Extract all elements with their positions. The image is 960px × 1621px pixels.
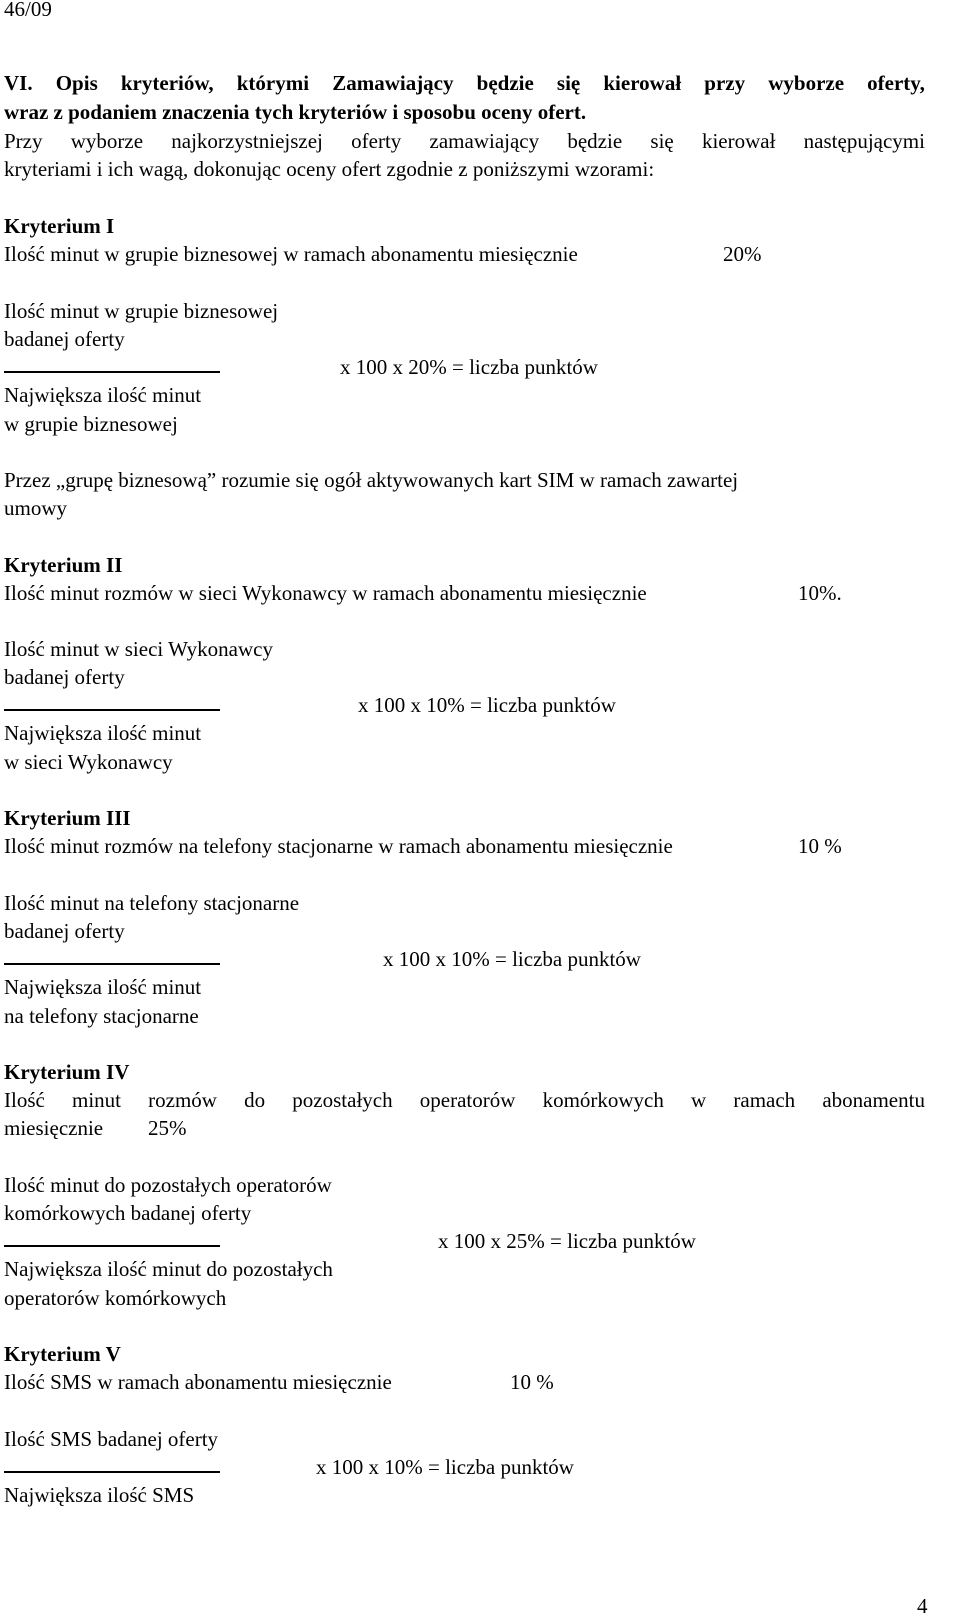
criterion-4-formula: x 100 x 25% = liczba punktów (438, 1229, 696, 1253)
criterion-5-description: Ilość SMS w ramach abonamentu miesięcznie (4, 1370, 392, 1394)
word: się (556, 71, 581, 95)
criterion-5-fraction-line (4, 1471, 220, 1473)
word: następującymi (803, 129, 925, 153)
intro-line2: kryteriami i ich wagą, dokonując oceny ofert zgodnie z poniższymi wzorami: (4, 157, 655, 181)
criterion-4-denominator-2: operatorów komórkowych (4, 1286, 227, 1310)
word: ramach (733, 1088, 796, 1112)
criterion-5-denominator: Największa ilość SMS (4, 1483, 195, 1507)
criterion-3-fraction-line (4, 963, 220, 965)
word: wyborze (70, 129, 144, 153)
word: którymi (236, 71, 310, 95)
criterion-4-weight: 25% (148, 1116, 187, 1140)
page-number: 4 (917, 1594, 928, 1618)
criterion-1-description: Ilość minut w grupie biznesowej w ramach abonamentu miesięcznie (4, 242, 578, 266)
criterion-3-numerator-2: badanej oferty (4, 919, 125, 943)
word: oferty, (867, 71, 925, 95)
word: kierował (701, 129, 776, 153)
criterion-3-denominator-2: na telefony stacjonarne (4, 1004, 199, 1028)
criterion-5-title: Kryterium V (4, 1342, 121, 1366)
criterion-2-denominator: Największa ilość minut (4, 721, 202, 745)
criterion-4-numerator-2: komórkowych badanej oferty (4, 1201, 252, 1225)
criterion-1-fraction-line (4, 371, 220, 373)
word: będzie (476, 71, 534, 95)
word: w (691, 1088, 707, 1112)
word: najkorzystniejszej (171, 129, 323, 153)
word: zamawiający (429, 129, 540, 153)
word: wyborze (768, 71, 845, 95)
word: będzie (567, 129, 623, 153)
word: Ilość (4, 1088, 45, 1112)
criterion-4-description-line1 (4, 1086, 925, 1115)
word: rozmów (148, 1088, 217, 1112)
criterion-2-weight: 10%. (798, 581, 842, 605)
criterion-1-denominator: Największa ilość minut (4, 383, 202, 407)
criterion-3-weight: 10 % (798, 834, 842, 858)
criterion-2-title: Kryterium II (4, 553, 123, 577)
criterion-3-denominator: Największa ilość minut (4, 975, 202, 999)
word: minut (71, 1088, 121, 1112)
word: do (244, 1088, 266, 1112)
criterion-4-denominator: Największa ilość minut do pozostałych (4, 1257, 333, 1281)
word: oferty (351, 129, 402, 153)
criterion-1-weight: 20% (723, 242, 762, 266)
criterion-5-formula: x 100 x 10% = liczba punktów (316, 1455, 574, 1479)
word: operatorów (419, 1088, 516, 1112)
criterion-3-numerator: Ilość minut na telefony stacjonarne (4, 891, 300, 915)
criterion-1-note: Przez „grupę biznesową” rozumie się ogół aktywowanych kart SIM w ramach zawartej (4, 468, 739, 492)
criterion-4-numerator: Ilość minut do pozostałych operatorów (4, 1173, 332, 1197)
criterion-1-numerator-2: badanej oferty (4, 327, 125, 351)
word: abonamentu (822, 1088, 925, 1112)
criterion-3-formula: x 100 x 10% = liczba punktów (383, 947, 641, 971)
criterion-3-title: Kryterium III (4, 806, 131, 830)
word: komórkowych (542, 1088, 664, 1112)
criterion-4-description (4, 1086, 925, 1115)
section-heading-line2: wraz z podaniem znaczenia tych kryteriów i sposobu oceny ofert. (4, 100, 587, 124)
criterion-4-description-line2: miesięcznie (4, 1116, 104, 1140)
intro-line1 (4, 127, 925, 156)
word: kryteriów, (120, 71, 214, 95)
word: Opis (55, 71, 98, 95)
criterion-2-description: Ilość minut rozmów w sieci Wykonawcy w ramach abonamentu miesięcznie (4, 581, 647, 605)
criterion-2-numerator-2: badanej oferty (4, 665, 125, 689)
word: kierował (603, 71, 682, 95)
criterion-1-note-2: umowy (4, 496, 67, 520)
criterion-2-fraction-line (4, 709, 220, 711)
word: VI. (4, 71, 33, 95)
criterion-1-numerator: Ilość minut w grupie biznesowej (4, 299, 279, 323)
section-heading (4, 69, 925, 98)
criterion-5-numerator: Ilość SMS badanej oferty (4, 1427, 219, 1451)
word: Przy (4, 129, 43, 153)
word: przy (704, 71, 746, 95)
criterion-1-formula: x 100 x 20% = liczba punktów (340, 355, 598, 379)
criterion-4-fraction-line (4, 1245, 220, 1247)
criterion-2-numerator: Ilość minut w sieci Wykonawcy (4, 637, 273, 661)
criterion-1-title: Kryterium I (4, 214, 115, 238)
criterion-3-description: Ilość minut rozmów na telefony stacjonarne w ramach abonamentu miesięcznie (4, 834, 673, 858)
criterion-1-denominator-2: w grupie biznesowej (4, 412, 178, 436)
criterion-2-formula: x 100 x 10% = liczba punktów (358, 693, 616, 717)
criterion-5-weight: 10 % (510, 1370, 554, 1394)
criterion-4-title: Kryterium IV (4, 1060, 130, 1084)
intro-paragraph (4, 127, 925, 156)
word: pozostałych (292, 1088, 393, 1112)
word: Zamawiający (332, 71, 454, 95)
page-reference: 46/09 (4, 0, 52, 21)
word: się (650, 129, 674, 153)
criterion-2-denominator-2: w sieci Wykonawcy (4, 750, 173, 774)
